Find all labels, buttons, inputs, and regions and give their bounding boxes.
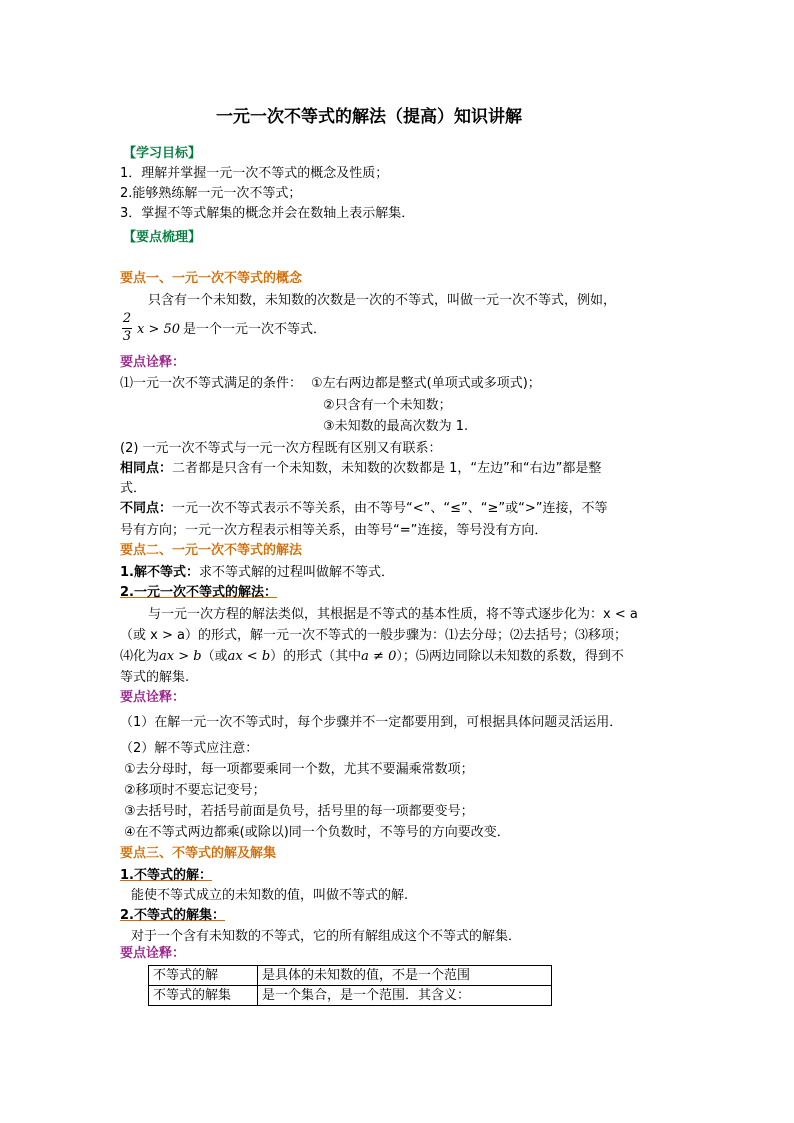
- table-cell: 是具体的未知数的值，不是一个范围: [258, 966, 552, 986]
- table-cell: 不等式的解集: [149, 986, 258, 1006]
- method-text: ）的形式（其中: [270, 649, 362, 664]
- solution-set-label: 2.不等式的解集：: [120, 908, 225, 923]
- note-subitem: ③去括号时，若括号前面是负号，括号里的每一项都要变号；: [124, 804, 474, 819]
- solve-label: 1.解不等式：: [120, 565, 199, 580]
- section-2-heading: 要点二、一元一次不等式的解法: [120, 543, 303, 558]
- goals-heading: 【学习目标】: [123, 146, 202, 161]
- same-point-text: 二者都是只含有一个未知数，未知数的次数都是 1，“左边”和“右边”都是整: [172, 461, 602, 476]
- note-label: 要点诠释：: [120, 946, 186, 961]
- condition-1: ①左右两边都是整式(单项式或多项式)；: [311, 376, 541, 391]
- solve-text: 求不等式解的过程叫做解不等式．: [198, 565, 394, 580]
- fraction-two-thirds: [121, 312, 133, 346]
- table-row: [149, 986, 552, 1006]
- note-label: 要点诠释：: [120, 690, 186, 705]
- same-point: [120, 460, 601, 478]
- solution-label: 1.不等式的解：: [120, 868, 212, 883]
- solve-definition: [120, 564, 394, 582]
- fraction-denominator: 3: [122, 329, 132, 344]
- goal-item: 3．掌握不等式解集的概念并会在数轴上表示解集．: [120, 206, 415, 221]
- solution-comparison-table: [148, 965, 552, 1006]
- section-1-body-cont: 是一个一元一次不等式．: [183, 322, 327, 337]
- condition-2: ②只含有一个未知数；: [323, 398, 452, 413]
- method-text: （或: [201, 649, 228, 664]
- diff-point-text: 一元一次不等式表示不等关系，由不等号“<”、“≤”、“≥”或“>”连接，不等: [172, 501, 608, 516]
- fraction-numerator: 2: [122, 311, 132, 326]
- math-expression: ax > b: [159, 649, 202, 664]
- note-subitem: ①去分母时，每一项都要乘同一个数，尤其不要漏乘常数项；: [124, 762, 474, 777]
- table-cell: 不等式的解: [149, 966, 258, 986]
- inequality-expression: x > 50: [137, 322, 181, 337]
- relation-text: (2) 一元一次不等式与一元一次方程既有区别又有联系：: [120, 441, 442, 456]
- method-body-4: 等式的解集.: [120, 670, 190, 685]
- page-title: 一元一次不等式的解法（提高）知识讲解: [216, 107, 522, 127]
- method-text: ）；⑸两边同除以未知数的系数，得到不: [396, 649, 624, 664]
- solution-text: 能使不等式成立的未知数的值，叫做不等式的解.: [131, 888, 409, 903]
- note-item: （1）在解一元一次不等式时，每个步骤并不一定都要用到，可根据具体问题灵活运用．: [120, 715, 623, 730]
- method-label: 2.一元一次不等式的解法：: [120, 585, 277, 600]
- method-body-3: [120, 648, 624, 666]
- section-1-heading: 要点一、一元一次不等式的概念: [120, 271, 303, 286]
- note-label: 要点诠释：: [120, 355, 186, 370]
- method-body-1: 与一元一次方程的解法类似，其根据是不等式的基本性质，将不等式逐步化为：x < a: [148, 607, 638, 622]
- condition-lead: ⑴一元一次不等式满足的条件：: [120, 376, 303, 391]
- review-heading: 【要点梳理】: [123, 230, 202, 245]
- goal-item: 2.能够熟练解一元一次不等式；: [120, 186, 302, 201]
- math-expression: ax < b: [227, 649, 271, 664]
- math-expression: a ≠ 0: [361, 649, 397, 664]
- diff-point: [120, 500, 607, 518]
- note-subitem: ②移项时不要忘记变号；: [124, 783, 266, 798]
- goal-item: 1．理解并掌握一元一次不等式的概念及性质；: [120, 166, 389, 181]
- method-text: ⑷化为: [120, 649, 160, 664]
- note-item: （2）解不等式应注意：: [120, 741, 259, 756]
- diff-point-cont: 号有方向；一元一次方程表示相等关系，由等号“=”连接，等号没有方向．: [120, 523, 548, 538]
- method-body-2: （或 x > a）的形式，解一元一次不等式的一般步骤为：⑴去分母；⑵去括号；⑶移项；: [120, 628, 627, 643]
- same-point-cont: 式．: [120, 481, 147, 496]
- diff-point-label: 不同点：: [120, 501, 173, 516]
- note-subitem: ④在不等式两边都乘(或除以)同一个负数时，不等号的方向要改变．: [124, 825, 510, 840]
- section-1-body: 只含有一个未知数，未知数的次数是一次的不等式，叫做一元一次不等式，例如，: [148, 293, 617, 308]
- table-cell: 是一个集合，是一个范围．其含义：: [258, 986, 552, 1006]
- section-3-heading: 要点三、不等式的解及解集: [120, 846, 277, 861]
- condition-3: ③未知数的最高次数为 1.: [323, 419, 469, 434]
- solution-set-text: 对于一个含有未知数的不等式，它的所有解组成这个不等式的解集．: [131, 929, 522, 944]
- same-point-label: 相同点：: [120, 461, 173, 476]
- table-row: [149, 966, 552, 986]
